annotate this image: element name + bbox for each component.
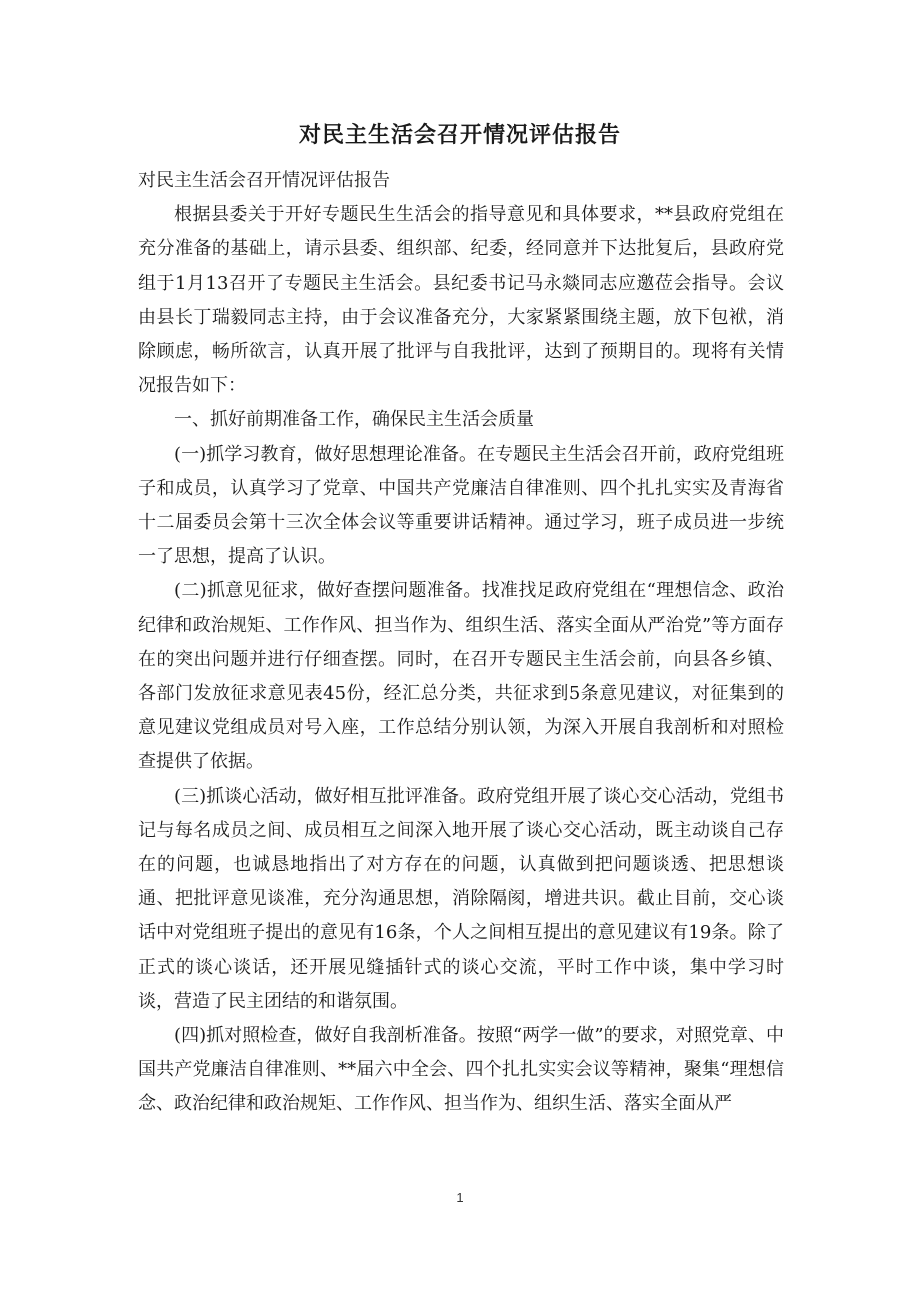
document-title: 对民主生活会召开情况评估报告 [298,122,621,148]
section-heading-1: 一、抓好前期准备工作，确保民主生活会质量 [174,409,534,431]
subsection-paragraph-1: (一)抓学习教育，做好思想理论准备。在专题民主生活会召开前，政府党组班子和成员，认真学习了党章、中国共产党廉洁自律准则、四个扎扎实实及青海省十二届委员会第十三次全体会议等重要讲话精神。通过学习，班子成员进一步统一了思想，提高了认识。 [138,443,784,568]
subtitle-paragraph: 对民主生活会召开情况评估报告 [138,170,390,191]
intro-paragraph: 根据县委关于开好专题民生生活会的指导意见和具体要求，**县政府党组在充分准备的基础上，请示县委、组织部、纪委，经同意并下达批复后，县政府党组于1月13召开了专题民主生活会。县纪委书记马永燚同志应邀莅会指导。会议由县长丁瑞毅同志主持，由于会议准备充分，大家紧紧围绕主题，放下包袱，消除顾虑，畅所欲言，认真开展了批评与自我批评，达到了预期目的。现将有关情况报告如下： [138,204,784,397]
subsection-paragraph-3: (三)抓谈心活动，做好相互批评准备。政府党组开展了谈心交心活动，党组书记与每名成员之间、成员相互之间深入地开展了谈心交心活动，既主动谈自己存在的问题，也诚恳地指出了对方存在的问题，认真做到把问题谈透、把思想谈通、把批评意见谈准，充分沟通思想，消除隔阂，增进共识。截止目前，交心谈话中对党组班子提出的意见有16条，个人之间相互提出的意见建议有19条。除了正式的谈心谈话，还开展见缝插针式的谈心交流，平时工作中谈，集中学习时谈，营造了民主团结的和谐氛围。 [138,785,784,1012]
subsection-paragraph-4: (四)抓对照检查，做好自我剖析准备。按照“两学一做”的要求，对照党章、中国共产党廉洁自律准则、**届六中全会、四个扎扎实实会议等精神，聚集“理想信念、政治纪律和政治规矩、工作作风、担当作为、组织生活、落实全面从严 [138,1025,784,1115]
subsection-paragraph-2: (二)抓意见征求，做好查摆问题准备。找准找足政府党组在“理想信念、政治纪律和政治规矩、工作作风、担当作为、组织生活、落实全面从严治党”等方面存在的突出问题并进行仔细查摆。同时，在召开专题民主生活会前，向县各乡镇、各部门发放征求意见表45份，经汇总分类，共征求到5条意见建议，对征集到的意见建议党组成员对号入座，工作总结分别认领，为深入开展自我剖析和对照检查提供了依据。 [138,580,784,773]
page-number: 1 [456,1190,464,1205]
document-body [138,164,784,1122]
